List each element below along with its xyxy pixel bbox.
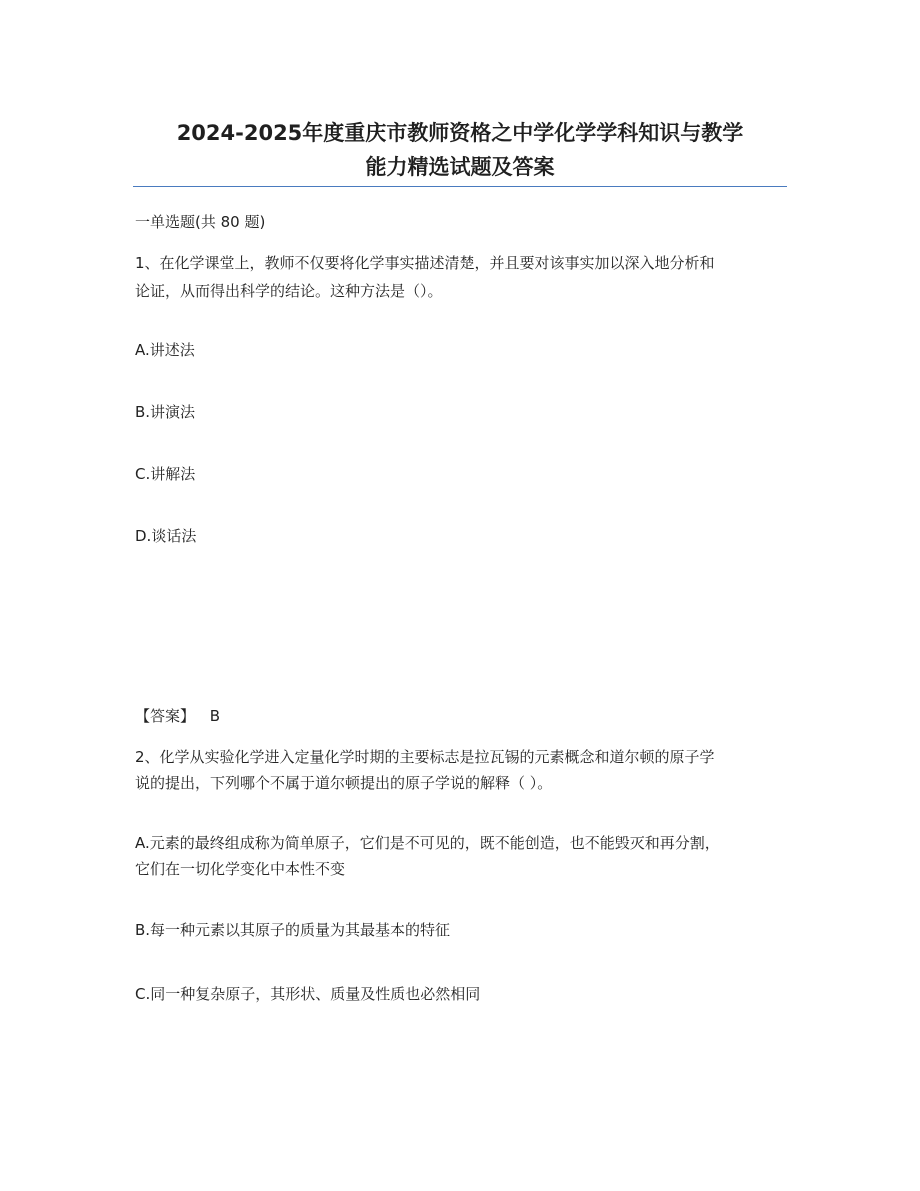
title-divider: [133, 186, 787, 187]
document-title-line-1: 2024-2025年度重庆市教师资格之中学化学学科知识与教学: [176, 121, 744, 145]
question-1-option-b: B.讲演法: [135, 403, 196, 421]
question-1-answer: [135, 706, 220, 726]
answer-label: 【答案】: [135, 707, 196, 725]
question-2-option-b: B.每一种元素以其原子的质量为其最基本的特征: [135, 921, 451, 939]
question-1-option-d: D.谈话法: [135, 527, 197, 545]
answer-value: B: [209, 707, 221, 725]
question-1-option-a: A.讲述法: [135, 341, 195, 359]
question-2-stem-line-1: 2、化学从实验化学进入定量化学时期的主要标志是拉瓦锡的元素概念和道尔顿的原子学: [135, 748, 715, 766]
question-2-option-a-line-1: A.元素的最终组成称为简单原子，它们是不可见的，既不能创造，也不能毁灭和再分割，: [135, 834, 720, 852]
question-1-stem-line-1: 1、在化学课堂上，教师不仅要将化学事实描述清楚，并且要对该事实加以深入地分析和: [135, 254, 715, 272]
section-label: 一单选题(共 80 题): [135, 213, 266, 231]
question-1-option-c: C.讲解法: [135, 465, 196, 483]
question-1-stem-line-2: 论证，从而得出科学的结论。这种方法是（）。: [135, 282, 443, 300]
question-2-option-c: C.同一种复杂原子，其形状、质量及性质也必然相同: [135, 985, 481, 1003]
question-2-stem-line-2: 说的提出，下列哪个不属于道尔顿提出的原子学说的解释（ ）。: [135, 774, 553, 792]
question-2-option-a-line-2: 它们在一切化学变化中本性不变: [135, 860, 346, 878]
document-title-line-2: 能力精选试题及答案: [365, 155, 555, 179]
